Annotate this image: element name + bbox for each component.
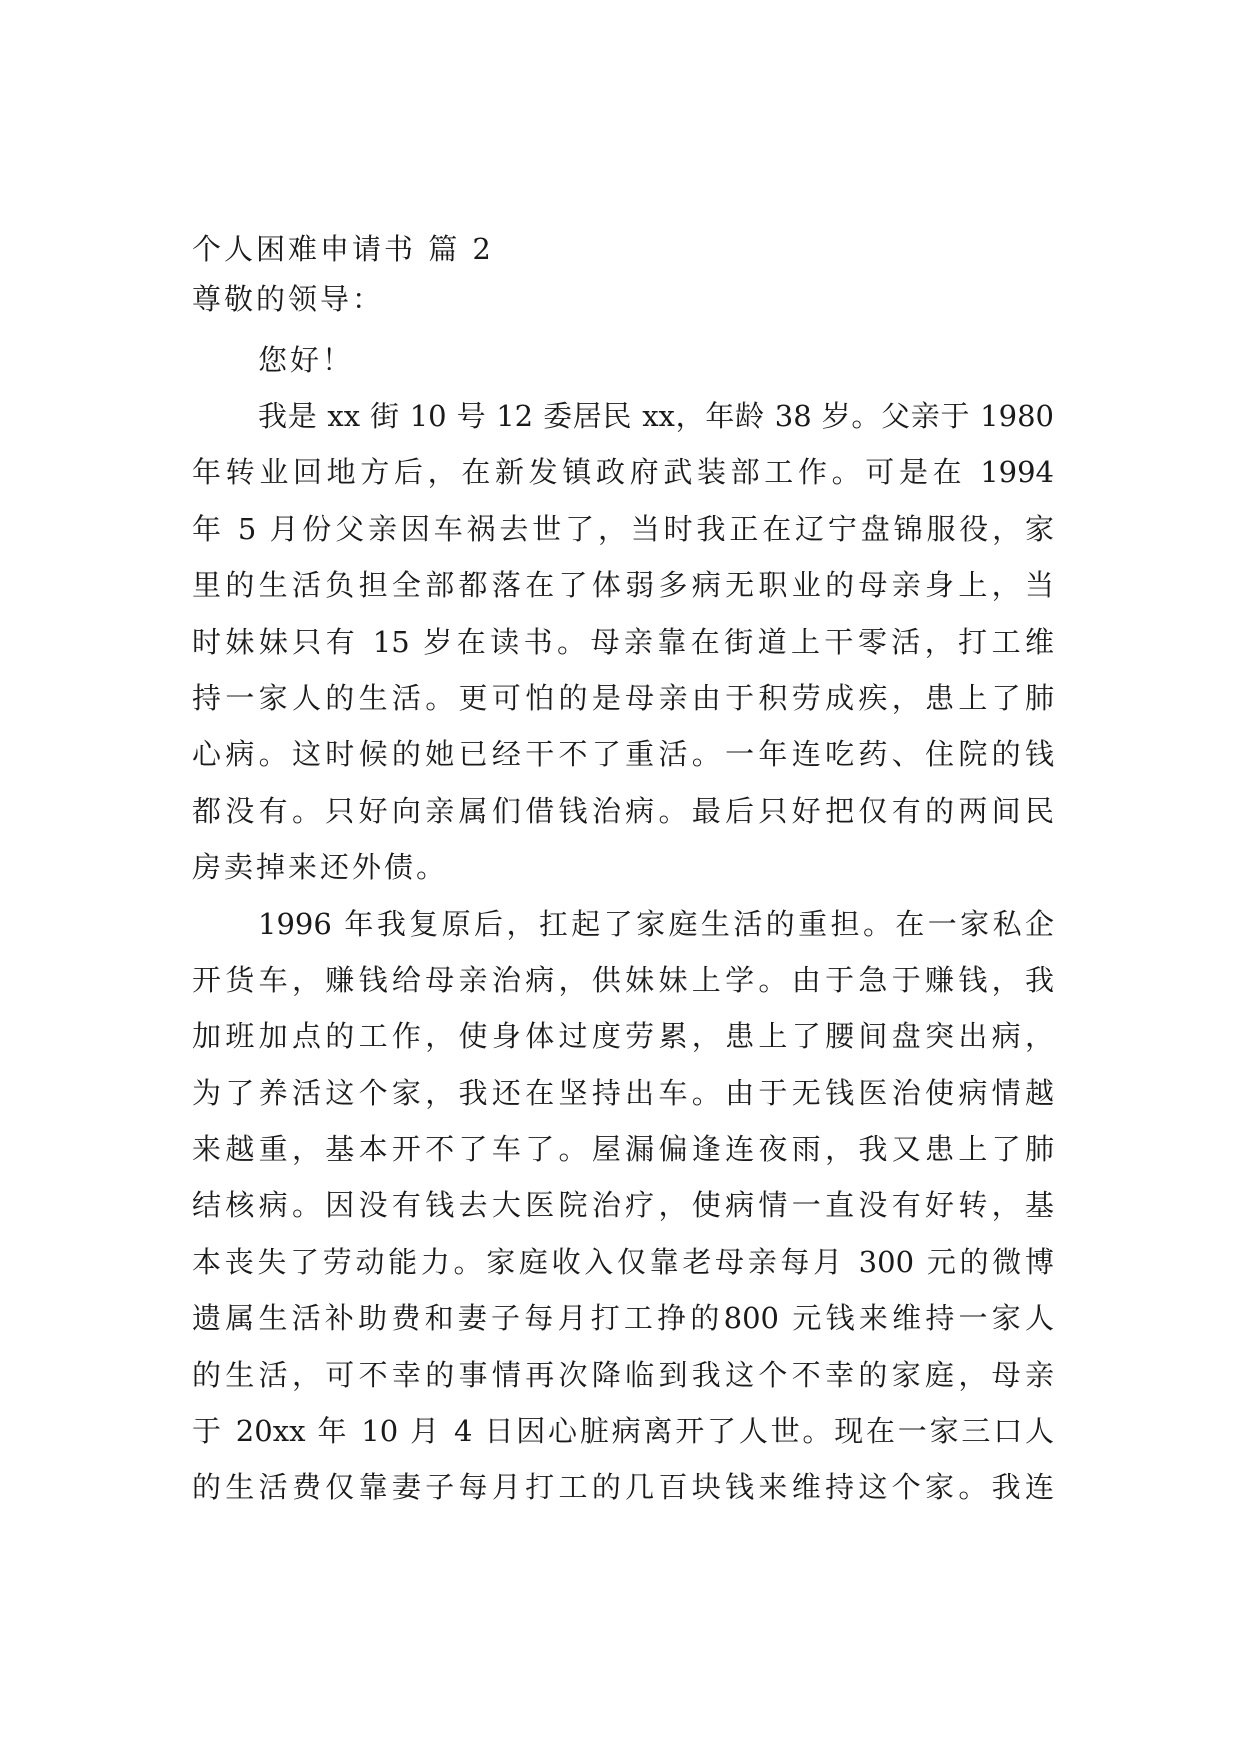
paragraph-line: 来越重，基本开不了车了。屋漏偏逢连夜雨，我又患上了肺 xyxy=(192,1132,1054,1167)
paragraph-line: 的生活费仅靠妻子每月打工的几百块钱来维持这个家。我连 xyxy=(192,1470,1054,1505)
document-title: 个人困难申请书 篇 2 xyxy=(192,232,494,266)
paragraph-2 xyxy=(192,896,1054,1516)
salutation: 尊敬的领导： xyxy=(192,282,385,316)
paragraph-line: 时妹妹只有 15 岁在读书。母亲靠在街道上干零活，打工维 xyxy=(192,624,1054,659)
paragraph-line: 加班加点的工作，使身体过度劳累，患上了腰间盘突出病， xyxy=(192,1019,1054,1054)
paragraph-line: 房卖掉来还外债。 xyxy=(192,850,449,885)
paragraph-line: 里的生活负担全部都落在了体弱多病无职业的母亲身上，当 xyxy=(192,568,1054,603)
paragraph-1 xyxy=(192,388,1054,896)
paragraph-line: 我是 xx 街 10 号 12 委居民 xx，年龄 38 岁。父亲于 1980 xyxy=(258,399,1054,433)
paragraph-line: 结核病。因没有钱去大医院治疗，使病情一直没有好转，基 xyxy=(192,1188,1054,1223)
paragraph-line: 都没有。只好向亲属们借钱治病。最后只好把仅有的两间民 xyxy=(192,793,1054,828)
paragraph-line: 本丧失了劳动能力。家庭收入仅靠老母亲每月 300 元的微博 xyxy=(192,1244,1054,1279)
greeting: 您好！ xyxy=(258,343,355,377)
paragraph-line: 持一家人的生活。更可怕的是母亲由于积劳成疾，患上了肺 xyxy=(192,680,1054,715)
paragraph-line: 遗属生活补助费和妻子每月打工挣的800 元钱来维持一家人 xyxy=(192,1301,1054,1336)
paragraph-line: 为了养活这个家，我还在坚持出车。由于无钱医治使病情越 xyxy=(192,1075,1054,1110)
paragraph-line: 年转业回地方后，在新发镇政府武装部工作。可是在 1994 xyxy=(192,455,1054,490)
document-page xyxy=(192,224,1054,1516)
paragraph-line: 1996 年我复原后，扛起了家庭生活的重担。在一家私企 xyxy=(258,906,1054,941)
paragraph-line: 年 5 月份父亲因车祸去世了，当时我正在辽宁盘锦服役，家 xyxy=(192,511,1054,546)
paragraph-line: 于 20xx 年 10 月 4 日因心脏病离开了人世。现在一家三口人 xyxy=(192,1414,1054,1449)
paragraph-line: 开货车，赚钱给母亲治病，供妹妹上学。由于急于赚钱，我 xyxy=(192,962,1054,997)
paragraph-line: 的生活，可不幸的事情再次降临到我这个不幸的家庭，母亲 xyxy=(192,1357,1054,1392)
paragraph-line: 心病。这时候的她已经干不了重活。一年连吃药、住院的钱 xyxy=(192,737,1054,772)
